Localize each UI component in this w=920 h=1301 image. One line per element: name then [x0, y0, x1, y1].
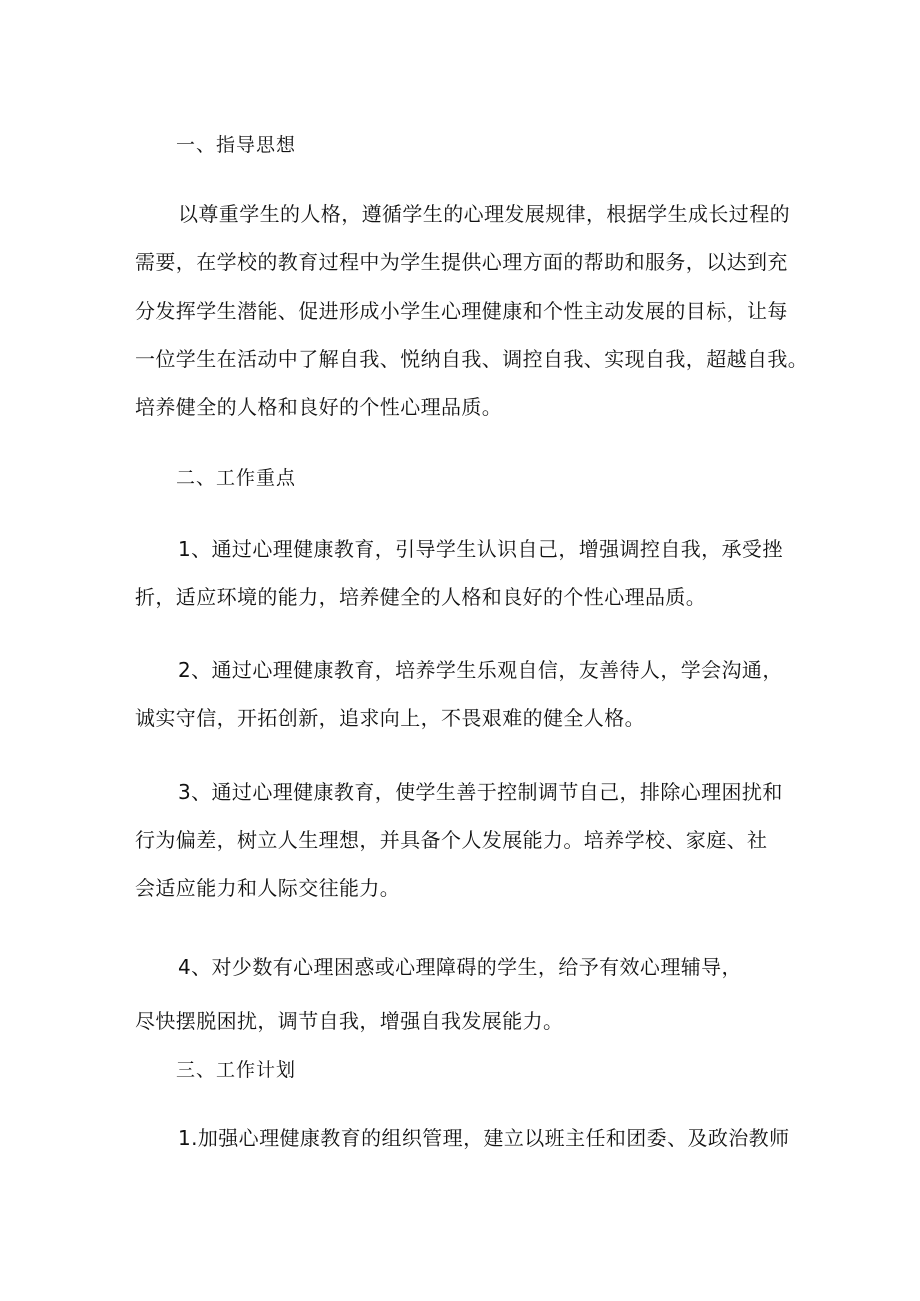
- paragraph-line: 3、通过心理健康教育，使学生善于控制调节自己，排除心理困扰和: [178, 780, 783, 804]
- paragraph-line: 以尊重学生的人格，遵循学生的心理发展规律，根据学生成长过程的: [178, 202, 790, 226]
- paragraph-line: 1、通过心理健康教育，引导学生认识自己，增强调控自我，承受挫: [178, 537, 783, 561]
- paragraph-line: 行为偏差，树立人生理想，并具备个人发展能力。培养学校、家庭、社: [135, 828, 768, 852]
- paragraph-line: 会适应能力和人际交往能力。: [135, 876, 401, 900]
- paragraph-line: 需要，在学校的教育过程中为学生提供心理方面的帮助和服务，以达到充: [135, 250, 788, 274]
- paragraph-line: 培养健全的人格和良好的个性心理品质。: [135, 395, 503, 419]
- section-heading: 一、指导思想: [176, 134, 297, 156]
- paragraph-line: 1.加强心理健康教育的组织管理，建立以班主任和团委、及政治教师: [178, 1126, 790, 1150]
- paragraph-line: 分发挥学生潜能、促进形成小学生心理健康和个性主动发展的目标，让每: [135, 299, 788, 323]
- paragraph-line: 4、对少数有心理困惑或心理障碍的学生，给予有效心理辅导，: [178, 955, 742, 979]
- paragraph-line: 尽快摆脱困扰，调节自我，增强自我发展能力。: [135, 1009, 564, 1033]
- section-heading: 二、工作重点: [176, 467, 297, 489]
- paragraph-line: 折，适应环境的能力，培养健全的人格和良好的个性心理品质。: [135, 585, 707, 609]
- paragraph-line: 2、通过心理健康教育，培养学生乐观自信，友善待人，学会沟通，: [178, 658, 783, 682]
- paragraph-line: 诚实守信，开拓创新，追求向上，不畏艰难的健全人格。: [135, 706, 645, 730]
- section-heading: 三、工作计划: [176, 1059, 297, 1081]
- paragraph-line: 一位学生在活动中了解自我、悦纳自我、调控自我、实现自我，超越自我。: [135, 347, 809, 371]
